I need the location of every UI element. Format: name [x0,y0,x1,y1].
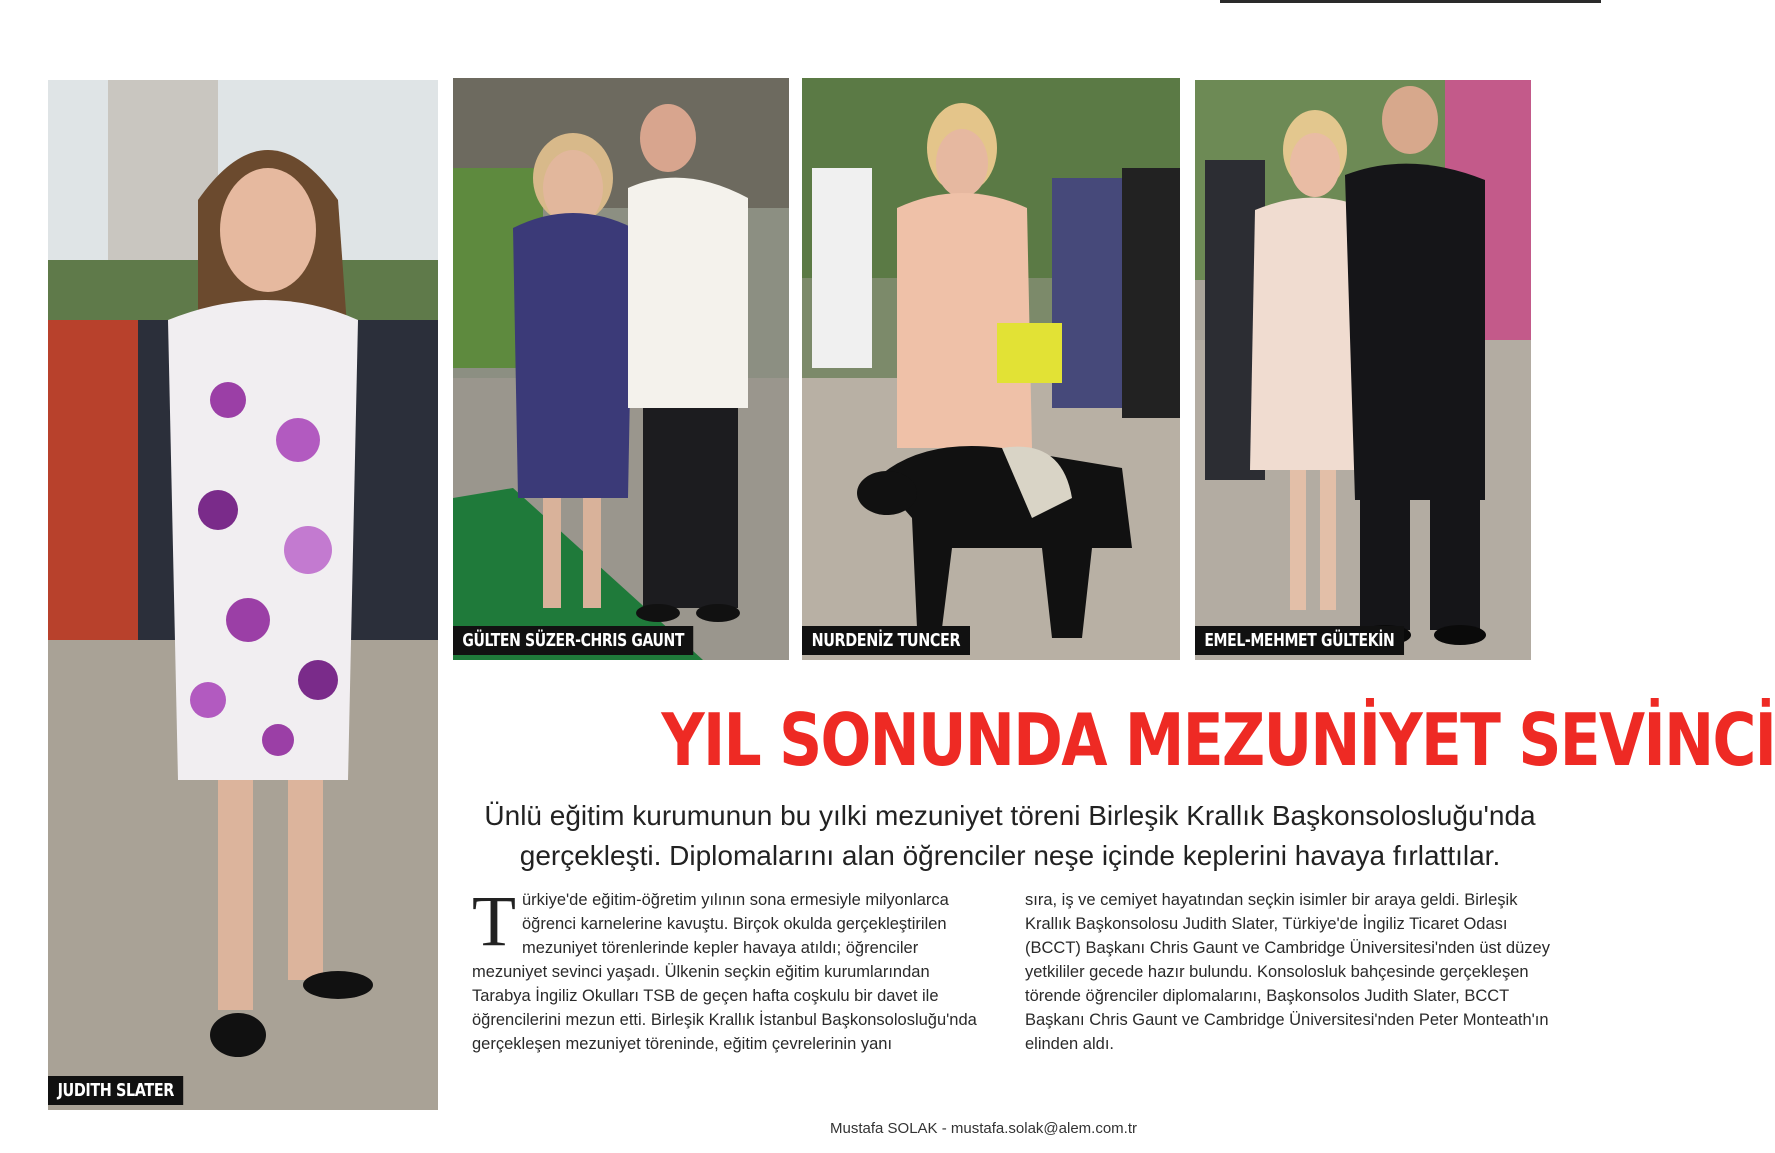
byline: Mustafa SOLAK - mustafa.solak@alem.com.tr [830,1120,1137,1137]
caption-emel-mehmet-gultekin: EMEL-MEHMET GÜLTEKİN [1195,626,1404,655]
body-column-2 [1025,888,1565,1056]
headline: YIL SONUNDA MEZUNİYET SEVİNCİ [661,698,1775,782]
photo-gulten-suzer-chris-gaunt [453,78,789,660]
body-column-1-text: ürkiye'de eğitim-öğretim yılının sona ermesiyle milyonlarca öğrenci karnelerine kavuştu. Birçok okulda gerçekleştirilen mezuniyet törenlerinde kepler havaya atıldı; öğrenciler mezuniyet sevinci yaşadı. Ülkenin seçkin eğitim kurumlarından Tarabya İngiliz Okulları TSB de geçen hafta coşkulu bir davet ile öğrencilerini mezun etti. Birleşik Krallık İstanbul Başkonsolosluğu'nda gerçekleşen mezuniyet töreninde, eğitim çevrelerinin yanı [472,891,977,1053]
body-column-2-text: sıra, iş ve cemiyet hayatından seçkin isimler bir araya geldi. Birleşik Krallık Başkonsolosu Judith Slater, Türkiye'de İngiliz Ticaret Odası (BCCT) Başkanı Chris Gaunt ve Cambridge Üniversitesi'nden üst düzey yetkililer gecede hazır bulundu. Konsolosluk bahçesinde gerçekleşen törende öğrenciler diplomalarını, Başkonsolos Judith Slater, BCCT Başkanı Chris Gaunt ve Cambridge Üniversitesi'nden Peter Monteath'ın elinden aldı. [1025,891,1550,1053]
caption-nurdeniz-tuncer: NURDENİZ TUNCER [802,626,970,655]
photo-emel-mehmet-gultekin [1195,80,1531,660]
photo-judith-slater [48,80,438,1110]
lead-paragraph: Ünlü eğitim kurumunun bu yılki mezuniyet töreni Birleşik Krallık Başkonsolosluğu'nda gerçekleşti. Diplomalarını alan öğrenciler neşe içinde keplerini havaya fırlattılar. [484,800,1536,871]
caption-judith-slater: JUDITH SLATER [48,1076,184,1105]
drop-cap: T [472,881,516,961]
caption-gulten-suzer-chris-gaunt: GÜLTEN SÜZER-CHRIS GAUNT [453,626,693,655]
body-column-1 [472,881,992,1056]
photo-nurdeniz-tuncer [802,78,1180,660]
top-rule [1220,0,1601,3]
